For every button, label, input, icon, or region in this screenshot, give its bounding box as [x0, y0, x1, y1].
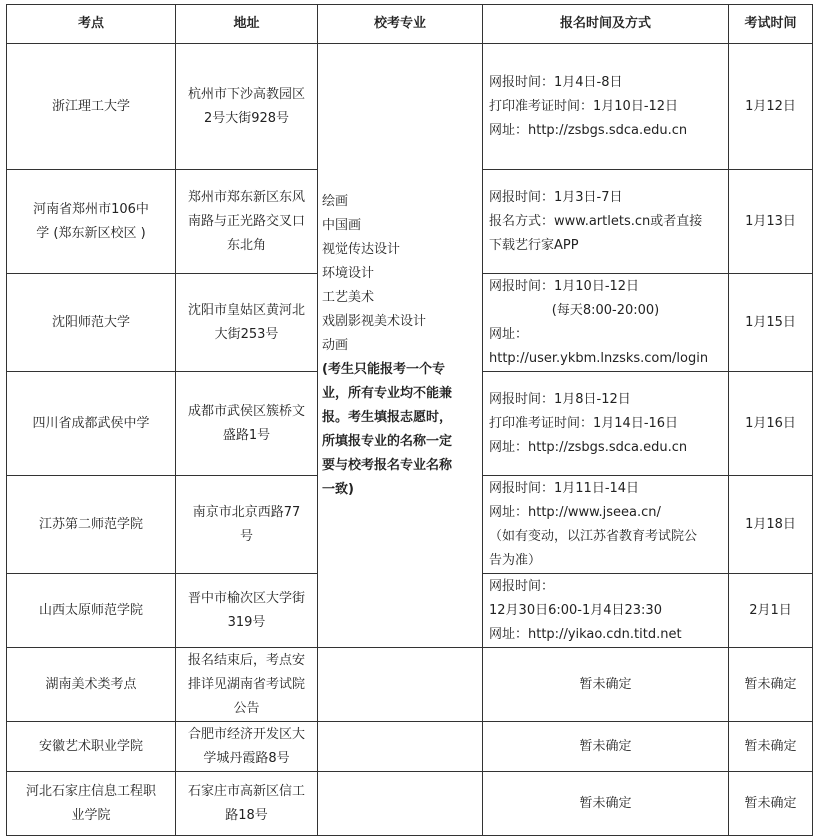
address-cell: 南京市北京西路77 号	[176, 476, 318, 574]
address-cell: 报名结束后，考点安 排详见湖南省考试院 公告	[176, 648, 318, 722]
major-item: 工艺美术	[322, 289, 375, 305]
site-cell: 四川省成都武侯中学	[7, 372, 176, 476]
address-cell: 沈阳市皇姑区黄河北 大街253号	[176, 274, 318, 372]
exam-time-cell: 1月15日	[729, 274, 813, 372]
major-item: 绘画	[322, 193, 349, 209]
registration-cell: 网报时间： 12月30日6:00-1月4日23:30 网址：http://yikao.cdn.titd.net	[483, 574, 729, 648]
registration-cell: 网报时间：1月11日-14日 网址：http://www.jseea.cn/ （如有变动，以江苏省教育考试院公 告为准）	[483, 476, 729, 574]
header-site: 考点	[7, 5, 176, 44]
site-cell: 沈阳师范大学	[7, 274, 176, 372]
exam-time-cell: 2月1日	[729, 574, 813, 648]
registration-cell: 网报时间：1月10日-12日 (每天8:00-20:00) 网址： http://user.ykbm.lnzsks.com/login	[483, 274, 729, 372]
site-cell: 湖南美术类考点	[7, 648, 176, 722]
table-row	[7, 722, 813, 772]
address-cell: 成都市武侯区簇桥文 盛路1号	[176, 372, 318, 476]
site-cell: 江苏第二师范学院	[7, 476, 176, 574]
header-row	[7, 5, 813, 44]
address-cell: 杭州市下沙高教园区 2号大街928号	[176, 44, 318, 170]
exam-sites-table	[6, 4, 813, 836]
major-cell-empty	[318, 772, 483, 836]
exam-time-cell: 1月16日	[729, 372, 813, 476]
exam-time-cell: 暂未确定	[729, 722, 813, 772]
registration-cell: 暂未确定	[483, 772, 729, 836]
table-row	[7, 772, 813, 836]
address-cell: 石家庄市高新区信工 路18号	[176, 772, 318, 836]
header-exam-time: 考试时间	[729, 5, 813, 44]
registration-cell: 网报时间：1月3日-7日 报名方式：www.artlets.cn或者直接 下载艺行家APP	[483, 170, 729, 274]
major-item: 环境设计	[322, 265, 375, 281]
major-cell	[318, 44, 483, 648]
site-cell: 安徽艺术职业学院	[7, 722, 176, 772]
exam-time-cell: 1月13日	[729, 170, 813, 274]
address-cell: 晋中市榆次区大学街 319号	[176, 574, 318, 648]
major-item: 戏剧影视美术设计	[322, 313, 427, 329]
site-cell: 山西太原师范学院	[7, 574, 176, 648]
major-note: 要与校考报名专业名称	[322, 457, 453, 473]
major-note: 一致)	[322, 481, 354, 497]
major-cell-empty	[318, 722, 483, 772]
major-note: (考生只能报考一个专	[322, 361, 445, 377]
table-row	[7, 44, 813, 170]
site-cell: 河北石家庄信息工程职 业学院	[7, 772, 176, 836]
table-row	[7, 648, 813, 722]
registration-cell: 暂未确定	[483, 648, 729, 722]
major-item: 视觉传达设计	[322, 241, 401, 257]
registration-cell: 网报时间：1月4日-8日 打印准考证时间：1月10日-12日 网址：http://zsbgs.sdca.edu.cn	[483, 44, 729, 170]
major-item: 中国画	[322, 217, 362, 233]
major-item: 动画	[322, 337, 349, 353]
major-note: 报。考生填报志愿时，	[322, 409, 453, 425]
header-registration: 报名时间及方式	[483, 5, 729, 44]
address-cell: 郑州市郑东新区东风 南路与正光路交叉口 东北角	[176, 170, 318, 274]
header-address: 地址	[176, 5, 318, 44]
exam-time-cell: 1月12日	[729, 44, 813, 170]
major-cell-empty	[318, 648, 483, 722]
site-cell: 河南省郑州市106中 学 (郑东新区校区 )	[7, 170, 176, 274]
address-cell: 合肥市经济开发区大 学城丹霞路8号	[176, 722, 318, 772]
site-cell: 浙江理工大学	[7, 44, 176, 170]
header-major: 校考专业	[318, 5, 483, 44]
exam-time-cell: 1月18日	[729, 476, 813, 574]
exam-time-cell: 暂未确定	[729, 772, 813, 836]
major-note: 业，所有专业均不能兼	[322, 385, 453, 401]
registration-cell: 网报时间：1月8日-12日 打印准考证时间：1月14日-16日 网址：http://zsbgs.sdca.edu.cn	[483, 372, 729, 476]
registration-cell: 暂未确定	[483, 722, 729, 772]
exam-time-cell: 暂未确定	[729, 648, 813, 722]
major-note: 所填报专业的名称一定	[322, 433, 453, 449]
